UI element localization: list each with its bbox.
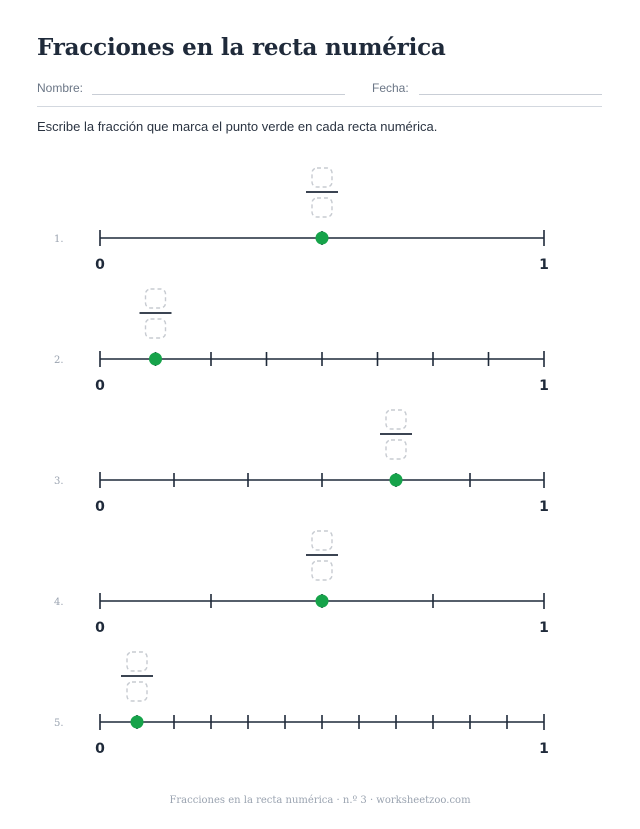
date-label: Fecha:: [372, 81, 409, 95]
start-label: 0: [95, 378, 105, 394]
start-label: 0: [95, 257, 105, 273]
end-label: 1: [539, 378, 549, 394]
marked-point: [149, 353, 162, 366]
end-label: 1: [539, 257, 549, 273]
start-label: 0: [95, 499, 105, 515]
numerator-box[interactable]: [386, 410, 406, 429]
marked-point: [390, 474, 403, 487]
marked-point: [131, 716, 144, 729]
denominator-box[interactable]: [386, 440, 406, 459]
problem-number: 3.: [54, 476, 64, 487]
numerator-box[interactable]: [127, 652, 147, 671]
problem-number: 2.: [54, 355, 64, 366]
marked-point: [316, 232, 329, 245]
denominator-box[interactable]: [146, 319, 166, 338]
start-label: 0: [95, 620, 105, 636]
numerator-box[interactable]: [312, 168, 332, 187]
end-label: 1: [539, 620, 549, 636]
problem-number: 5.: [54, 718, 64, 729]
page-footer: Fracciones en la recta numérica · n.º 3 · worksheetzoo.com: [169, 795, 471, 806]
denominator-box[interactable]: [127, 682, 147, 701]
start-label: 0: [95, 741, 105, 757]
name-label: Nombre:: [37, 81, 84, 95]
problem-number: 1.: [54, 234, 64, 245]
problem-number: 4.: [54, 597, 64, 608]
denominator-box[interactable]: [312, 561, 332, 580]
denominator-box[interactable]: [312, 198, 332, 217]
end-label: 1: [539, 499, 549, 515]
end-label: 1: [539, 741, 549, 757]
instructions-text: Escribe la fracción que marca el punto verde en cada recta numérica.: [37, 119, 438, 134]
numerator-box[interactable]: [312, 531, 332, 550]
worksheet-title: Fracciones en la recta numérica: [37, 34, 446, 61]
marked-point: [316, 595, 329, 608]
numerator-box[interactable]: [146, 289, 166, 308]
